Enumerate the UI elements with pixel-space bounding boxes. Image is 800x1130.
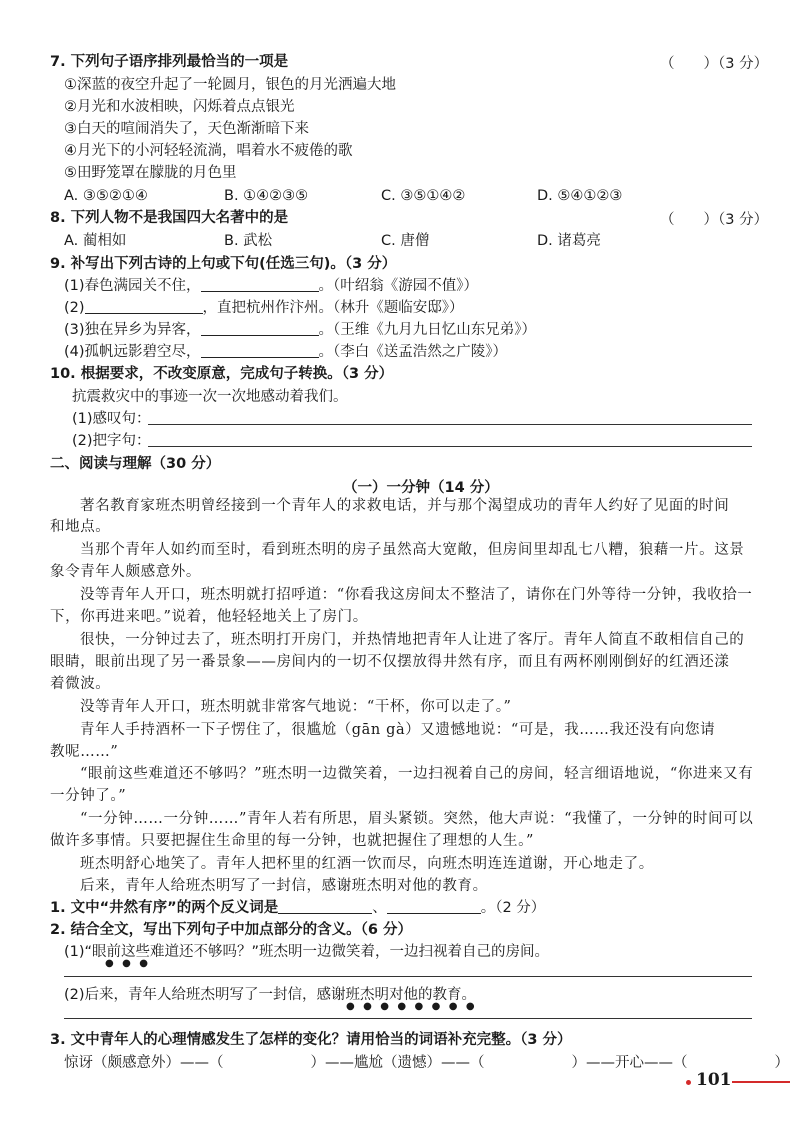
q7-stem: 7. 下列句子语序排列最恰当的一项是: [50, 54, 289, 70]
q9-line-2-suffix: ，直把杭州作汴州。（林升《题临安邸》）: [202, 300, 464, 316]
passage-p8-line2: 做许多事情。只要把握住生命里的每一分钟，也就把握住了理想的人生。”: [50, 833, 534, 849]
emphasis-dots-1: ●●●: [105, 958, 157, 969]
passage-p4-line2: 眼睛，眼前出现了另一番景象——房间内的一切不仅摆放得井然有序，而且有两杯刚刚倒好的红酒还漾: [50, 654, 730, 670]
passage-p9-line1: 班杰明舒心地笑了。青年人把杯里的红酒一饮而尽，向班杰明连连道谢，开心地走了。: [80, 856, 654, 872]
passage-p8-line1: “一分钟……一分钟……”青年人若有所思，眉头紧锁。突然，他大声说：“我懂了，一分钟的时间可以: [80, 811, 754, 827]
passage-p10-line1: 后来，青年人给班杰明写了一封信，感谢班杰明对他的教育。: [80, 878, 488, 894]
reading-q2-sub2: (2)后来，青年人给班杰明写了一封信，感谢班杰明对他的教育。: [64, 987, 477, 1003]
q10-sentence: 抗震救灾中的事迹一次一次地感动着我们。: [72, 389, 348, 405]
section-heading: 二、阅读与理解（30 分）: [50, 456, 221, 472]
q9-line-2-blank[interactable]: [85, 299, 203, 314]
q9-line-4-prefix: (4)孤帆远影碧空尽，: [64, 344, 201, 360]
passage-p4-line1: 很快，一分钟过去了，班杰明打开房门，并热情地把青年人让进了客厅。青年人简直不敢相信自己的: [80, 632, 745, 648]
q9-stem: 9. 补写出下列古诗的上句或下句(任选三句)。（3 分）: [50, 256, 397, 272]
reading-q1-separator: 、: [372, 900, 387, 916]
q9-line-4-suffix: 。（李白《送孟浩然之广陵》）: [318, 344, 508, 360]
q9-line-3-suffix: 。（王维《九月九日忆山东兄弟》）: [318, 322, 537, 338]
reading-q1-blank-1[interactable]: [278, 899, 372, 914]
q10-item-1-label: (1)感叹句：: [72, 411, 151, 427]
reading-q1: [50, 898, 545, 918]
passage-p4-line3: 着微波。: [50, 676, 111, 692]
passage-p6-line1: 青年人手持酒杯一下子愣住了，很尴尬（gān gà）又遗憾地说：“可是，我……我还没有向您请: [80, 722, 716, 738]
q9-line-4: [64, 342, 507, 362]
emphasis-dots-2: ●●●●●●●●: [346, 1001, 484, 1012]
passage-p7-line2: 一分钟了。”: [50, 788, 127, 804]
q9-line-1-blank[interactable]: [201, 277, 319, 292]
q8-option-d[interactable]: D. 诸葛亮: [537, 233, 601, 249]
q7-option-b[interactable]: B. ①④②③⑤: [224, 188, 309, 204]
passage-p7-line1: “眼前这些难道还不够吗？”班杰明一边微笑着，一边扫视着自己的房间，轻言细语地说，“你进来又有: [80, 766, 754, 782]
page-marker-line: [732, 1081, 790, 1083]
q9-line-4-blank[interactable]: [201, 343, 319, 358]
reading-q2-sub1-answer-line[interactable]: [64, 976, 752, 977]
q8-stem: 8. 下列人物不是我国四大名著中的是: [50, 210, 289, 226]
reading-q1-stem: 1. 文中“井然有序”的两个反义词是: [50, 900, 279, 916]
reading-q2-sub2-answer-line[interactable]: [64, 1018, 752, 1019]
q9-line-3: [64, 320, 536, 340]
q10-stem: 10. 根据要求，不改变原意，完成句子转换。（3 分）: [50, 366, 394, 382]
q7-option-d[interactable]: D. ⑤④①②③: [537, 188, 623, 204]
passage-p5-line1: 没等青年人开口，班杰明就非常客气地说：“干杯，你可以走了。”: [80, 699, 512, 715]
q7-sentence-2: ②月光和水波相映，闪烁着点点银光: [64, 99, 295, 115]
passage-p1-line2: 和地点。: [50, 519, 111, 535]
q9-line-1-prefix: (1)春色满园关不住，: [64, 278, 201, 294]
q7-sentence-3: ③白天的喧闹消失了，天色渐渐暗下来: [64, 121, 309, 137]
q7-sentence-1: ①深蓝的夜空升起了一轮圆月，银色的月光洒遍大地: [64, 77, 396, 93]
q9-line-1: [64, 276, 478, 296]
reading-q3-chain[interactable]: 惊讶（颇感意外）——（ ）——尴尬（遗憾）——（ ）——开心——（ ）: [64, 1055, 789, 1071]
passage-p2-line2: 象令青年人颇感意外。: [50, 564, 201, 580]
q10-item-1-answer-line[interactable]: [148, 424, 752, 425]
q7-option-a[interactable]: A. ③⑤②①④: [64, 188, 148, 204]
q9-line-3-prefix: (3)独在异乡为异客，: [64, 322, 201, 338]
q8-option-c[interactable]: C. 唐僧: [381, 233, 430, 249]
q8-option-b[interactable]: B. 武松: [224, 233, 273, 249]
reading-q2-stem: 2. 结合全文，写出下列句子中加点部分的含义。（6 分）: [50, 922, 413, 938]
reading-q2-sub1: (1)“眼前这些难道还不够吗？”班杰明一边微笑着，一边扫视着自己的房间。: [64, 944, 550, 960]
q9-line-2: [64, 298, 464, 318]
reading-q1-blank-2[interactable]: [387, 899, 481, 914]
q10-item-2-answer-line[interactable]: [148, 446, 752, 447]
q7-answer-blank[interactable]: （ ）（3 分）: [660, 56, 769, 72]
reading-q3-stem: 3. 文中青年人的心理情感发生了怎样的变化？请用恰当的词语补充完整。（3 分）: [50, 1032, 572, 1048]
passage-p2-line1: 当那个青年人如约而至时，看到班杰明的房子虽然高大宽敞，但房间里却乱七八糟，狼藉一片。这景: [80, 542, 745, 558]
q9-line-3-blank[interactable]: [201, 321, 319, 336]
passage-title: （一）一分钟（14 分）: [343, 480, 499, 496]
passage-p1-line1: 著名教育家班杰明曾经接到一个青年人的求救电话，并与那个渴望成功的青年人约好了见面的时间: [80, 498, 730, 514]
q7-sentence-4: ④月光下的小河轻轻流淌，唱着水不疲倦的歌: [64, 143, 353, 159]
q9-line-2-prefix: (2): [64, 300, 85, 316]
q8-answer-blank[interactable]: （ ）（3 分）: [660, 212, 769, 228]
q8-option-a[interactable]: A. 蔺相如: [64, 233, 127, 249]
reading-q1-suffix: 。（2 分）: [480, 900, 546, 916]
q10-item-2-label: (2)把字句：: [72, 433, 151, 449]
q9-line-1-suffix: 。（叶绍翁《游园不值》）: [318, 278, 479, 294]
page-number: 101: [696, 1070, 732, 1090]
page-marker-dot: [686, 1080, 691, 1085]
passage-p6-line2: 教呢……”: [50, 744, 119, 760]
q7-option-c[interactable]: C. ③⑤①④②: [381, 188, 466, 204]
passage-p3-line1: 没等青年人开口，班杰明就打招呼道：“你看我这房间太不整洁了，请你在门外等待一分钟，我收拾一: [80, 587, 753, 603]
passage-p3-line2: 下，你再进来吧。”说着，他轻轻地关上了房门。: [50, 609, 368, 625]
q7-sentence-5: ⑤田野笼罩在朦胧的月色里: [64, 165, 237, 181]
